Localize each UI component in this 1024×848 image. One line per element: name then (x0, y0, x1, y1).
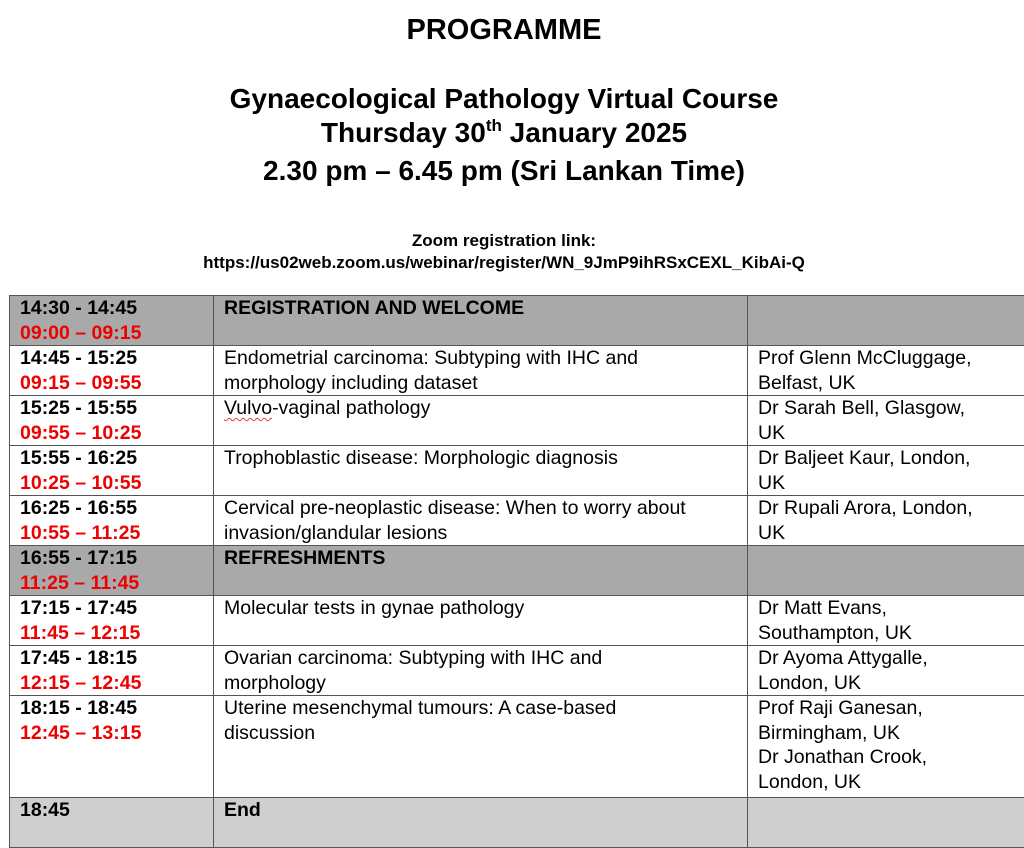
session-title-line: Trophoblastic disease: Morphologic diagnosis (224, 446, 747, 471)
uk-time: 10:25 – 10:55 (20, 471, 213, 496)
session-cell (214, 798, 748, 848)
course-time-range: 2.30 pm – 6.45 pm (Sri Lankan Time) (0, 155, 1008, 187)
session-title-line: Cervical pre-neoplastic disease: When to worry about (224, 496, 747, 521)
speaker-line: Birmingham, UK (758, 721, 1024, 746)
speaker-line: Prof Raji Ganesan, (758, 696, 1024, 721)
zoom-registration-link[interactable]: https://us02web.zoom.us/webinar/register/WN_9JmP9ihRSxCEXL_KibAi-Q (0, 253, 1008, 273)
session-title-line: morphology including dataset (224, 371, 747, 396)
programme-table (9, 295, 1024, 848)
course-date (0, 117, 1008, 149)
local-time: 17:45 - 18:15 (20, 646, 213, 671)
time-cell (10, 646, 214, 696)
speaker-line: Dr Ayoma Attygalle, (758, 646, 1024, 671)
speaker-cell (748, 296, 1024, 346)
speaker-cell (748, 596, 1024, 646)
time-cell (10, 496, 214, 546)
table-row (10, 296, 1024, 346)
time-cell (10, 546, 214, 596)
speaker-line: London, UK (758, 770, 1024, 795)
session-title-line: Ovarian carcinoma: Subtyping with IHC and (224, 646, 747, 671)
session-cell (214, 646, 748, 696)
speaker-cell (748, 646, 1024, 696)
programme-heading: PROGRAMME (0, 14, 1008, 47)
uk-time: 11:25 – 11:45 (20, 571, 213, 596)
speaker-line: London, UK (758, 671, 1024, 696)
session-title-line: discussion (224, 721, 747, 746)
date-prefix: Thursday 30 (321, 117, 486, 148)
table-row (10, 646, 1024, 696)
local-time: 15:55 - 16:25 (20, 446, 213, 471)
table-row (10, 798, 1024, 848)
uk-time: 09:55 – 10:25 (20, 421, 213, 446)
speaker-line: Dr Sarah Bell, Glasgow, (758, 396, 1024, 421)
session-title-line: morphology (224, 671, 747, 696)
speaker-line: Dr Matt Evans, (758, 596, 1024, 621)
table-row (10, 596, 1024, 646)
zoom-registration-label: Zoom registration link: (0, 231, 1008, 251)
uk-time: 12:45 – 13:15 (20, 721, 213, 746)
speaker-cell (748, 696, 1024, 798)
speaker-line: Southampton, UK (758, 621, 1024, 646)
time-cell (10, 296, 214, 346)
session-title-line: Endometrial carcinoma: Subtyping with IHC and (224, 346, 747, 371)
speaker-cell (748, 396, 1024, 446)
session-title-line: invasion/glandular lesions (224, 521, 747, 546)
table-row (10, 346, 1024, 396)
local-time: 15:25 - 15:55 (20, 396, 213, 421)
local-time: 18:15 - 18:45 (20, 696, 213, 721)
session-cell (214, 696, 748, 798)
session-cell (214, 546, 748, 596)
uk-time: 12:15 – 12:45 (20, 671, 213, 696)
session-cell (214, 596, 748, 646)
date-rest: January 2025 (502, 117, 687, 148)
local-time: 14:30 - 14:45 (20, 296, 213, 321)
table-row (10, 396, 1024, 446)
speaker-line: Dr Jonathan Crook, (758, 745, 1024, 770)
local-time: 18:45 (20, 798, 213, 823)
uk-time: 09:15 – 09:55 (20, 371, 213, 396)
spellcheck-underlined-word: Vulvo (224, 397, 272, 419)
session-title: REFRESHMENTS (224, 546, 747, 571)
time-cell (10, 696, 214, 798)
time-cell (10, 798, 214, 848)
local-time: 16:25 - 16:55 (20, 496, 213, 521)
session-cell (214, 446, 748, 496)
speaker-cell (748, 546, 1024, 596)
time-cell (10, 446, 214, 496)
table-row (10, 446, 1024, 496)
session-title-rest: -vaginal pathology (272, 397, 430, 419)
speaker-cell (748, 798, 1024, 848)
table-row (10, 696, 1024, 798)
session-cell (214, 496, 748, 546)
session-title-line: Molecular tests in gynae pathology (224, 596, 747, 621)
session-title-line (224, 396, 747, 421)
speaker-line: UK (758, 421, 1024, 446)
uk-time: 11:45 – 12:15 (20, 621, 213, 646)
speaker-line: UK (758, 521, 1024, 546)
speaker-line: Dr Rupali Arora, London, (758, 496, 1024, 521)
time-cell (10, 396, 214, 446)
session-cell (214, 396, 748, 446)
session-title: End (224, 798, 747, 823)
session-cell (214, 346, 748, 396)
speaker-line: Prof Glenn McCluggage, (758, 346, 1024, 371)
session-title-line: Uterine mesenchymal tumours: A case-based (224, 696, 747, 721)
local-time: 16:55 - 17:15 (20, 546, 213, 571)
speaker-cell (748, 446, 1024, 496)
speaker-line: UK (758, 471, 1024, 496)
course-title: Gynaecological Pathology Virtual Course (0, 83, 1008, 115)
speaker-line: Belfast, UK (758, 371, 1024, 396)
uk-time: 10:55 – 11:25 (20, 521, 213, 546)
table-row (10, 496, 1024, 546)
uk-time: 09:00 – 09:15 (20, 321, 213, 346)
time-cell (10, 596, 214, 646)
session-cell (214, 296, 748, 346)
local-time: 14:45 - 15:25 (20, 346, 213, 371)
time-cell (10, 346, 214, 396)
speaker-cell (748, 346, 1024, 396)
speaker-line: Dr Baljeet Kaur, London, (758, 446, 1024, 471)
session-title: REGISTRATION AND WELCOME (224, 296, 747, 321)
local-time: 17:15 - 17:45 (20, 596, 213, 621)
speaker-cell (748, 496, 1024, 546)
table-row (10, 546, 1024, 596)
date-ordinal-suffix: th (486, 116, 502, 135)
